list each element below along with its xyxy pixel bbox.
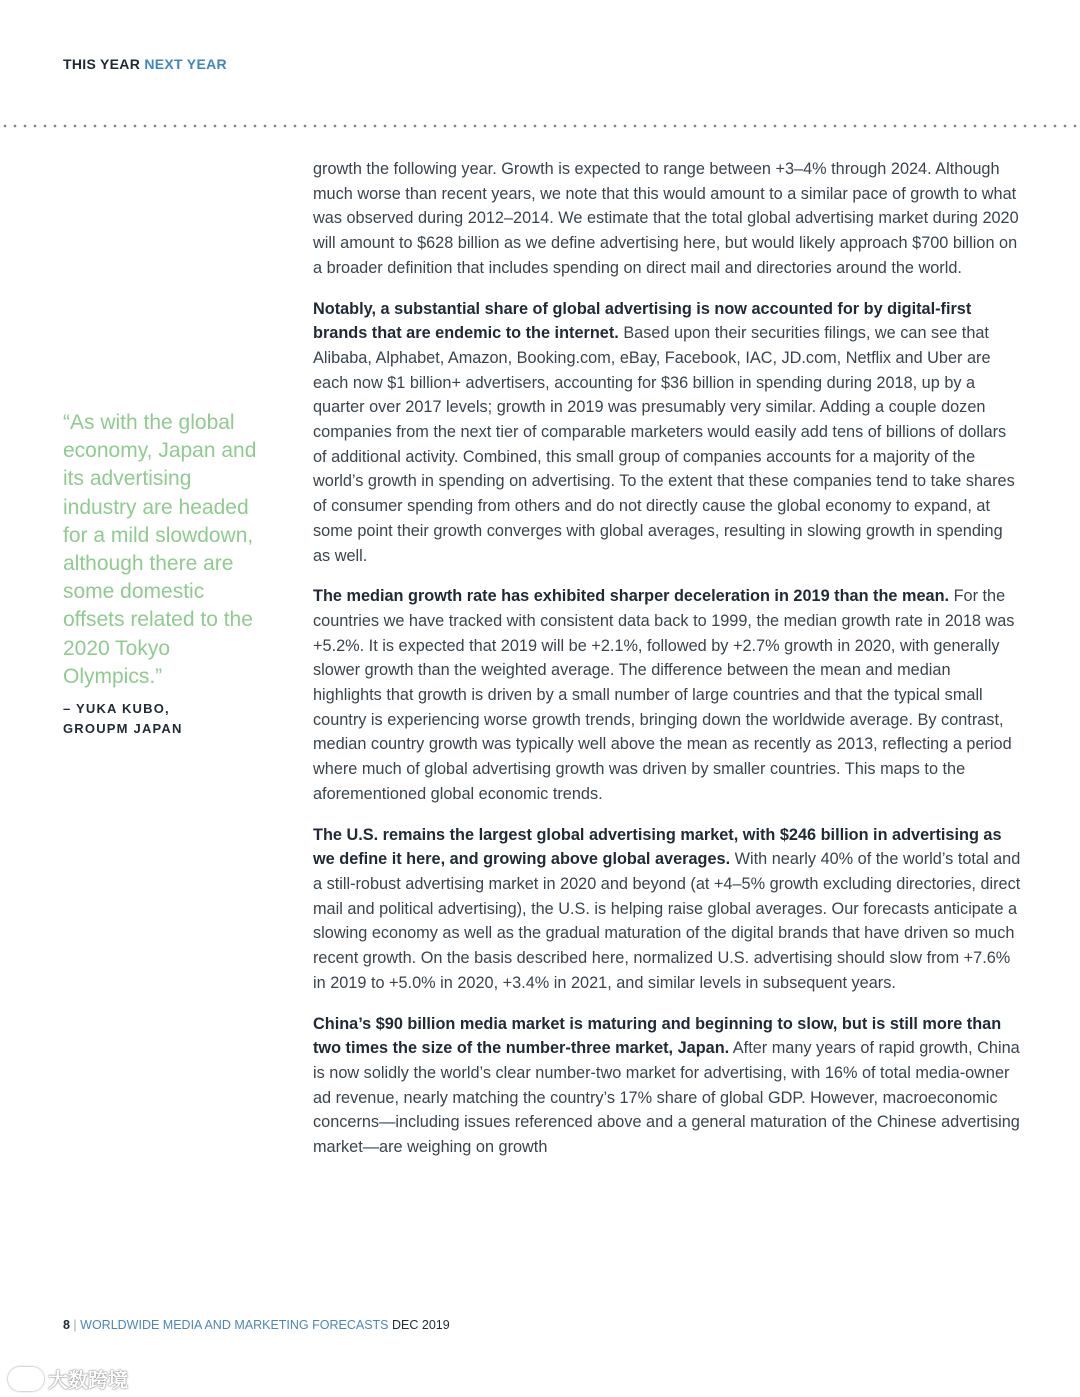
pull-quote-attribution — [63, 699, 268, 739]
paragraph-3-lead: The median growth rate has exhibited sharper deceleration in 2019 than the mean. — [313, 587, 950, 606]
watermark-text: 大数跨境 — [48, 1370, 128, 1392]
watermark-logo-icon — [8, 1367, 44, 1391]
paragraph-4-text: With nearly 40% of the world’s total and a still-robust advertising market in 2020 and beyond (at +4–5% growth excluding directories, direct mail and political advertising), the U.S. is helping raise global averages. Our forecasts anticipate a slowing economy as well as the gradual maturation of the digital brands that have driven so much recent growth. On the basis described here, normalized U.S. advertising should slow from +7.6% in 2019 to +5.0% in 2020, +3.4% in 2021, and similar levels in subsequent years. — [313, 850, 1021, 992]
paragraph-2-lead: Notably, a substantial share of global advertising is now accounted for by digital-first brands that are endemic to the internet. — [313, 299, 972, 343]
paragraph-4-lead: The U.S. remains the largest global advertising market, with $246 billion in advertising as we define it here, and growing above global averages. — [313, 825, 1002, 869]
paragraph-3 — [313, 584, 1023, 806]
footer-date: DEC 2019 — [388, 1318, 450, 1332]
paragraph-3-text: For the countries we have tracked with consistent data back to 1999, the median growth rate in 2018 was +5.2%. It is expected that 2019 will be +2.1%, followed by +2.7% growth in 2020, with generally slower growth than the weighted average. The difference between the mean and median highlights that growth is driven by a small number of large countries and that the typical small country is experiencing worse growth trends, bringing down the worldwide average. By contrast, median country growth was typically well above the mean as recently as 2013, reflecting a period where much of global advertising growth was driven by smaller countries. This maps to the aforementioned global economic trends. — [313, 587, 1015, 803]
pull-quote — [63, 409, 268, 739]
attribution-org: GROUPM JAPAN — [63, 721, 183, 737]
dotted-divider — [0, 124, 1080, 128]
pull-quote-text: “As with the global economy, Japan and its advertising industry are headed for a mild slowdown, although there are some domestic offsets related to the 2020 Tokyo Olympics.” — [63, 411, 257, 688]
article-body — [313, 157, 1023, 1176]
footer-separator: | — [69, 1318, 81, 1332]
page-footer — [63, 1318, 450, 1332]
watermark — [8, 1364, 128, 1393]
header-this-year: THIS YEAR — [63, 56, 141, 72]
attribution-name: – YUKA KUBO, — [63, 701, 170, 717]
section-header — [63, 56, 227, 72]
paragraph-2-text: Based upon their securities filings, we can see that Alibaba, Alphabet, Amazon, Booking.com, eBay, Facebook, IAC, JD.com, Netflix and Uber are each now $1 billion+ advertisers, accounting for $36 billion in spending during 2018, up by a quarter over 2017 levels; growth in 2019 was presumably very similar. Adding a couple dozen companies from the next tier of comparable marketers would easily add tens of billions of dollars of additional activity. Combined, this small group of companies accounts for a majority of the world’s growth in spending on advertising. To the extent that these companies tend to take shares of consumer spending from others and do not directly cause the global economy to expand, at some point their growth converges with global averages, resulting in slowing growth in spending as well. — [313, 324, 1015, 565]
footer-title: WORLDWIDE MEDIA AND MARKETING FORECASTS — [80, 1318, 389, 1332]
header-next-year: NEXT YEAR — [144, 56, 227, 72]
paragraph-5-text: After many years of rapid growth, China is now solidly the world’s clear number-two market for advertising, with 16% of total media-owner ad revenue, nearly matching the country’s 17% share of global GDP. However, macroeconomic concerns—including issues referenced above and a general maturation of the Chinese advertising market—are weighing on growth — [313, 1039, 1020, 1157]
paragraph-4 — [313, 823, 1023, 996]
paragraph-5 — [313, 1012, 1023, 1160]
paragraph-2 — [313, 297, 1023, 569]
paragraph-1: growth the following year. Growth is expected to range between +3–4% through 2024. Although much worse than recent years, we note that this would amount to a similar pace of growth to what was observed during 2012–2014. We estimate that the total global advertising market during 2020 will amount to $628 billion as we define advertising here, but would likely approach $700 billion on a broader definition that includes spending on direct mail and directories around the world. — [313, 160, 1019, 277]
paragraph-5-lead: China’s $90 billion media market is maturing and beginning to slow, but is still more than two times the size of the number-three market, Japan. — [313, 1014, 1002, 1058]
page-number: 8 — [63, 1318, 70, 1332]
